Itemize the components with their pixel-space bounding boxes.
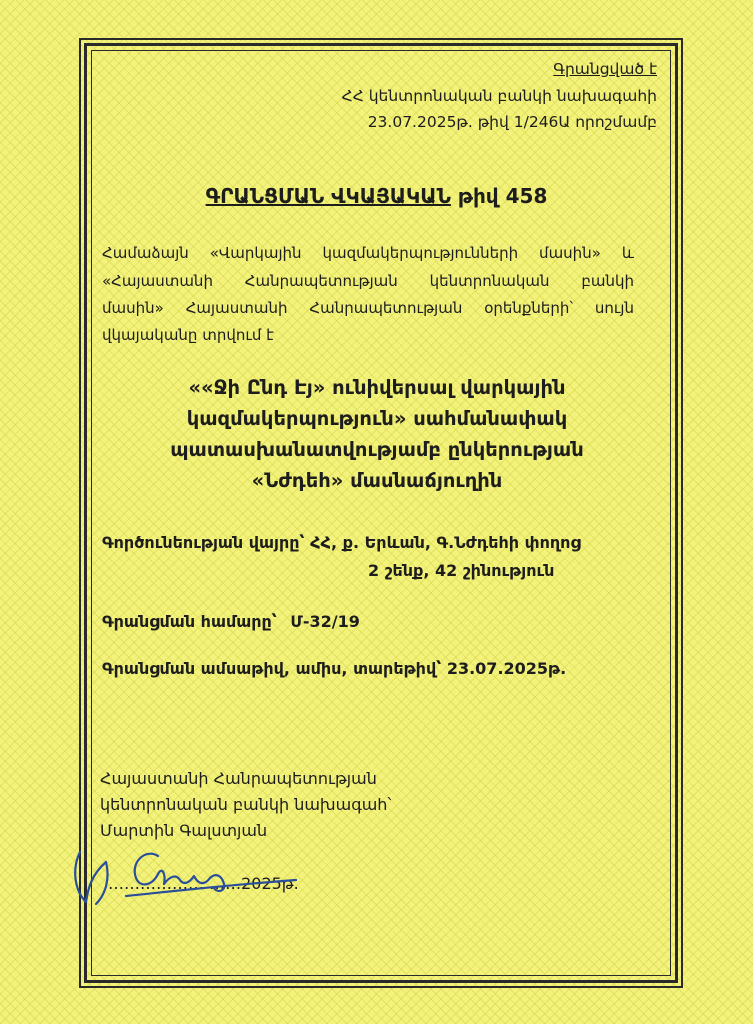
signatory-name: Մարտին Գալստյան [100, 821, 268, 840]
signatory-org-line-2: կենտրոնական բանկի նախագահ՝ [100, 795, 392, 814]
registered-by-line: ՀՀ կենտրոնական բանկի նախագահի [341, 87, 657, 105]
location-field [102, 533, 581, 552]
registration-number-field [102, 612, 360, 631]
handwritten-signature [66, 838, 316, 918]
registration-decision: 23.07.2025թ. թիվ 1/246Ա որոշմամբ [367, 113, 657, 131]
intro-line-4: վկայականը տրվում է [102, 326, 274, 344]
certificate-title-text: ԳՐԱՆՑՄԱՆ ՎԿԱՅԱԿԱՆ [205, 184, 451, 208]
location-label: Գործունեության վայրը՝ [102, 533, 305, 552]
registration-date-label: Գրանցման ամսաթիվ, ամիս, տարեթիվ՝ [102, 659, 442, 678]
intro-line-1: Համաձայն «Վարկային կազմակերպությունների մասին» և [102, 244, 634, 262]
signatory-org-line-1: Հայաստանի Հանրապետության [100, 769, 377, 788]
organization-line-4: «Նժդեհ» մասնաճյուղին [251, 469, 503, 492]
registration-number-value: Մ-32/19 [290, 612, 360, 631]
certificate-number: թիվ 458 [457, 184, 548, 208]
certificate-title [0, 184, 753, 208]
intro-line-3: մասին» Հայաստանի Հանրապետության օրենքների՝ սույն [102, 299, 634, 317]
location-value: ՀՀ, ք. Երևան, Գ.Նժդեհի փողոց [310, 533, 581, 552]
registration-date-field [102, 659, 566, 678]
registration-number-label: Գրանցման համարը՝ [102, 612, 277, 631]
registered-label: Գրանցված է [553, 60, 657, 78]
organization-line-2: կազմակերպություն» սահմանափակ [186, 407, 568, 430]
location-value-2: 2 շենք, 42 շինություն [368, 561, 555, 580]
signature-date-line: ……………… ……2025թ. [108, 874, 299, 893]
intro-line-2: «Հայաստանի Հանրապետության կենտրոնական բանկի [102, 272, 634, 290]
registration-date-value: 23.07.2025թ. [446, 659, 567, 678]
organization-line-3: պատասխանատվությամբ ընկերության [170, 438, 584, 461]
organization-line-1: ««Ջի Ընդ Էյ» ունիվերսալ վարկային [188, 376, 566, 399]
